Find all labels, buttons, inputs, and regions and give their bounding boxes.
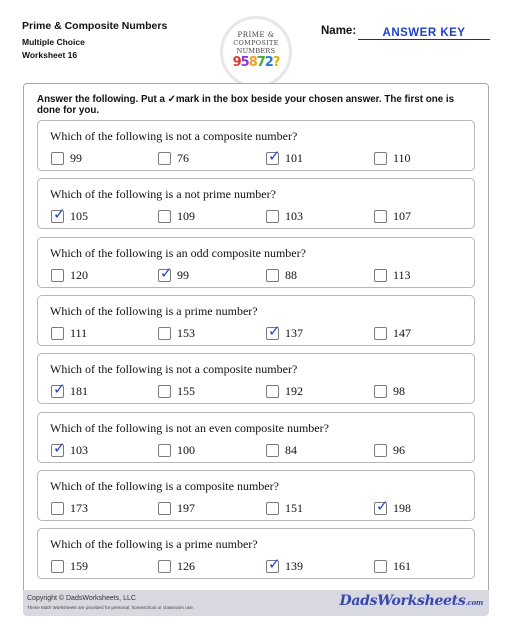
question-card xyxy=(37,528,475,579)
question-text: Which of the following is not a composite number? xyxy=(50,362,298,376)
option-label: 151 xyxy=(285,501,303,515)
answer-checkbox[interactable] xyxy=(374,385,387,398)
option-label: 155 xyxy=(177,384,195,398)
option-label: 88 xyxy=(285,268,297,282)
question-card xyxy=(37,295,475,346)
question-card xyxy=(37,120,475,171)
logo-digit: 5 xyxy=(240,55,249,70)
checkmark-icon: ✓ xyxy=(268,147,281,165)
option-label: 173 xyxy=(70,501,88,515)
answer-checkbox[interactable] xyxy=(158,385,171,398)
question-text: Which of the following is a composite number? xyxy=(50,479,279,493)
footer xyxy=(23,590,489,616)
question-text: Which of the following is a prime number? xyxy=(50,537,258,551)
option-label: 76 xyxy=(177,151,189,165)
option-label: 113 xyxy=(393,268,411,282)
answer-checkbox[interactable] xyxy=(158,327,171,340)
option-label: 101 xyxy=(285,151,303,165)
answer-checkbox[interactable] xyxy=(158,444,171,457)
brand-name: DadsWorksheets xyxy=(339,593,466,609)
answer-checkbox[interactable] xyxy=(51,560,64,573)
worksheet-title: Prime & Composite Numbers xyxy=(22,20,168,32)
option-label: 139 xyxy=(285,559,303,573)
question-card xyxy=(37,178,475,229)
question-card xyxy=(37,412,475,463)
option-label: 111 xyxy=(70,326,88,340)
answer-checkbox[interactable] xyxy=(266,322,281,340)
name-field xyxy=(358,23,490,40)
topic-logo xyxy=(220,16,292,88)
checkmark-icon: ✓ xyxy=(268,322,281,340)
option-label: 137 xyxy=(285,326,303,340)
question-text: Which of the following is an odd composite number? xyxy=(50,246,306,260)
answer-checkbox[interactable] xyxy=(374,152,387,165)
answer-checkbox[interactable] xyxy=(51,269,64,282)
logo-text-line3: NUMBERS xyxy=(236,47,276,55)
option-label: 159 xyxy=(70,559,88,573)
question-text: Which of the following is not an even composite number? xyxy=(50,421,329,435)
option-label: 198 xyxy=(393,501,411,515)
option-label: 105 xyxy=(70,209,88,223)
brand-suffix: .com xyxy=(465,598,483,607)
option-label: 100 xyxy=(177,443,195,457)
answer-checkbox[interactable] xyxy=(266,502,279,515)
option-label: 109 xyxy=(177,209,195,223)
header-info xyxy=(22,19,167,62)
answer-checkbox[interactable] xyxy=(374,210,387,223)
logo-digits xyxy=(223,56,289,69)
question-card xyxy=(37,237,475,288)
name-label: Name: xyxy=(321,25,357,37)
question-text: Which of the following is not a composite number? xyxy=(50,129,298,143)
option-label: 147 xyxy=(393,326,411,340)
checkmark-icon: ✓ xyxy=(376,497,389,515)
answer-checkbox[interactable] xyxy=(51,380,66,398)
worksheet-subtitle: Multiple Choice xyxy=(22,37,85,47)
option-label: 153 xyxy=(177,326,195,340)
answer-checkbox[interactable] xyxy=(51,502,64,515)
checkmark-icon: ✓ xyxy=(160,264,173,282)
checkmark-icon: ✓ xyxy=(53,439,66,457)
option-label: 96 xyxy=(393,443,405,457)
answer-checkbox[interactable] xyxy=(266,210,279,223)
checkmark-icon: ✓ xyxy=(53,380,66,398)
brand-logo xyxy=(340,593,483,609)
logo-digit: 8 xyxy=(248,55,257,70)
answer-checkbox[interactable] xyxy=(374,497,389,515)
answer-checkbox[interactable] xyxy=(51,439,66,457)
option-label: 110 xyxy=(393,151,411,165)
option-label: 103 xyxy=(70,443,88,457)
instructions: Answer the following. Put a ✓mark in the box beside your chosen answer. The first one is done for you. xyxy=(37,94,455,116)
answer-checkbox[interactable] xyxy=(266,444,279,457)
logo-digit: 7 xyxy=(256,55,265,70)
worksheet-number: Worksheet 16 xyxy=(22,50,78,60)
answer-checkbox[interactable] xyxy=(266,269,279,282)
answer-checkbox[interactable] xyxy=(374,444,387,457)
answer-checkbox[interactable] xyxy=(158,560,171,573)
question-card xyxy=(37,353,475,404)
answer-checkbox[interactable] xyxy=(51,152,64,165)
option-label: 181 xyxy=(70,384,88,398)
option-label: 84 xyxy=(285,443,297,457)
answer-checkbox[interactable] xyxy=(266,385,279,398)
answer-checkbox[interactable] xyxy=(51,327,64,340)
answer-checkbox[interactable] xyxy=(374,269,387,282)
option-label: 103 xyxy=(285,209,303,223)
answer-checkbox[interactable] xyxy=(266,555,281,573)
logo-text-line2: COMPOSITE xyxy=(233,39,279,47)
option-label: 197 xyxy=(177,501,195,515)
question-text: Which of the following is a not prime number? xyxy=(50,187,276,201)
answer-checkbox[interactable] xyxy=(158,152,171,165)
option-label: 99 xyxy=(70,151,82,165)
copyright: Copyright © DadsWorksheets, LLC xyxy=(27,595,136,602)
question-text: Which of the following is a prime number? xyxy=(50,304,258,318)
checkmark-icon: ✓ xyxy=(53,205,66,223)
option-label: 107 xyxy=(393,209,411,223)
checkmark-icon: ✓ xyxy=(268,555,281,573)
logo-text-line1: PRIME & xyxy=(237,31,275,39)
answer-checkbox[interactable] xyxy=(158,210,171,223)
answer-checkbox[interactable] xyxy=(374,560,387,573)
name-value: ANSWER KEY xyxy=(382,27,466,39)
answer-checkbox[interactable] xyxy=(158,264,173,282)
logo-digit: 9 xyxy=(232,55,241,70)
option-label: 161 xyxy=(393,559,411,573)
answer-checkbox[interactable] xyxy=(374,327,387,340)
logo-digit: 2 xyxy=(264,55,273,70)
option-label: 120 xyxy=(70,268,88,282)
question-card xyxy=(37,470,475,521)
usage-note: These Math Worksheets are provided for personal, homeschool or classroom use. xyxy=(27,605,194,610)
answer-checkbox[interactable] xyxy=(266,147,281,165)
answer-checkbox[interactable] xyxy=(158,502,171,515)
logo-digit: ? xyxy=(272,55,280,70)
option-label: 192 xyxy=(285,384,303,398)
option-label: 98 xyxy=(393,384,405,398)
option-label: 99 xyxy=(177,268,189,282)
option-label: 126 xyxy=(177,559,195,573)
answer-checkbox[interactable] xyxy=(51,205,66,223)
